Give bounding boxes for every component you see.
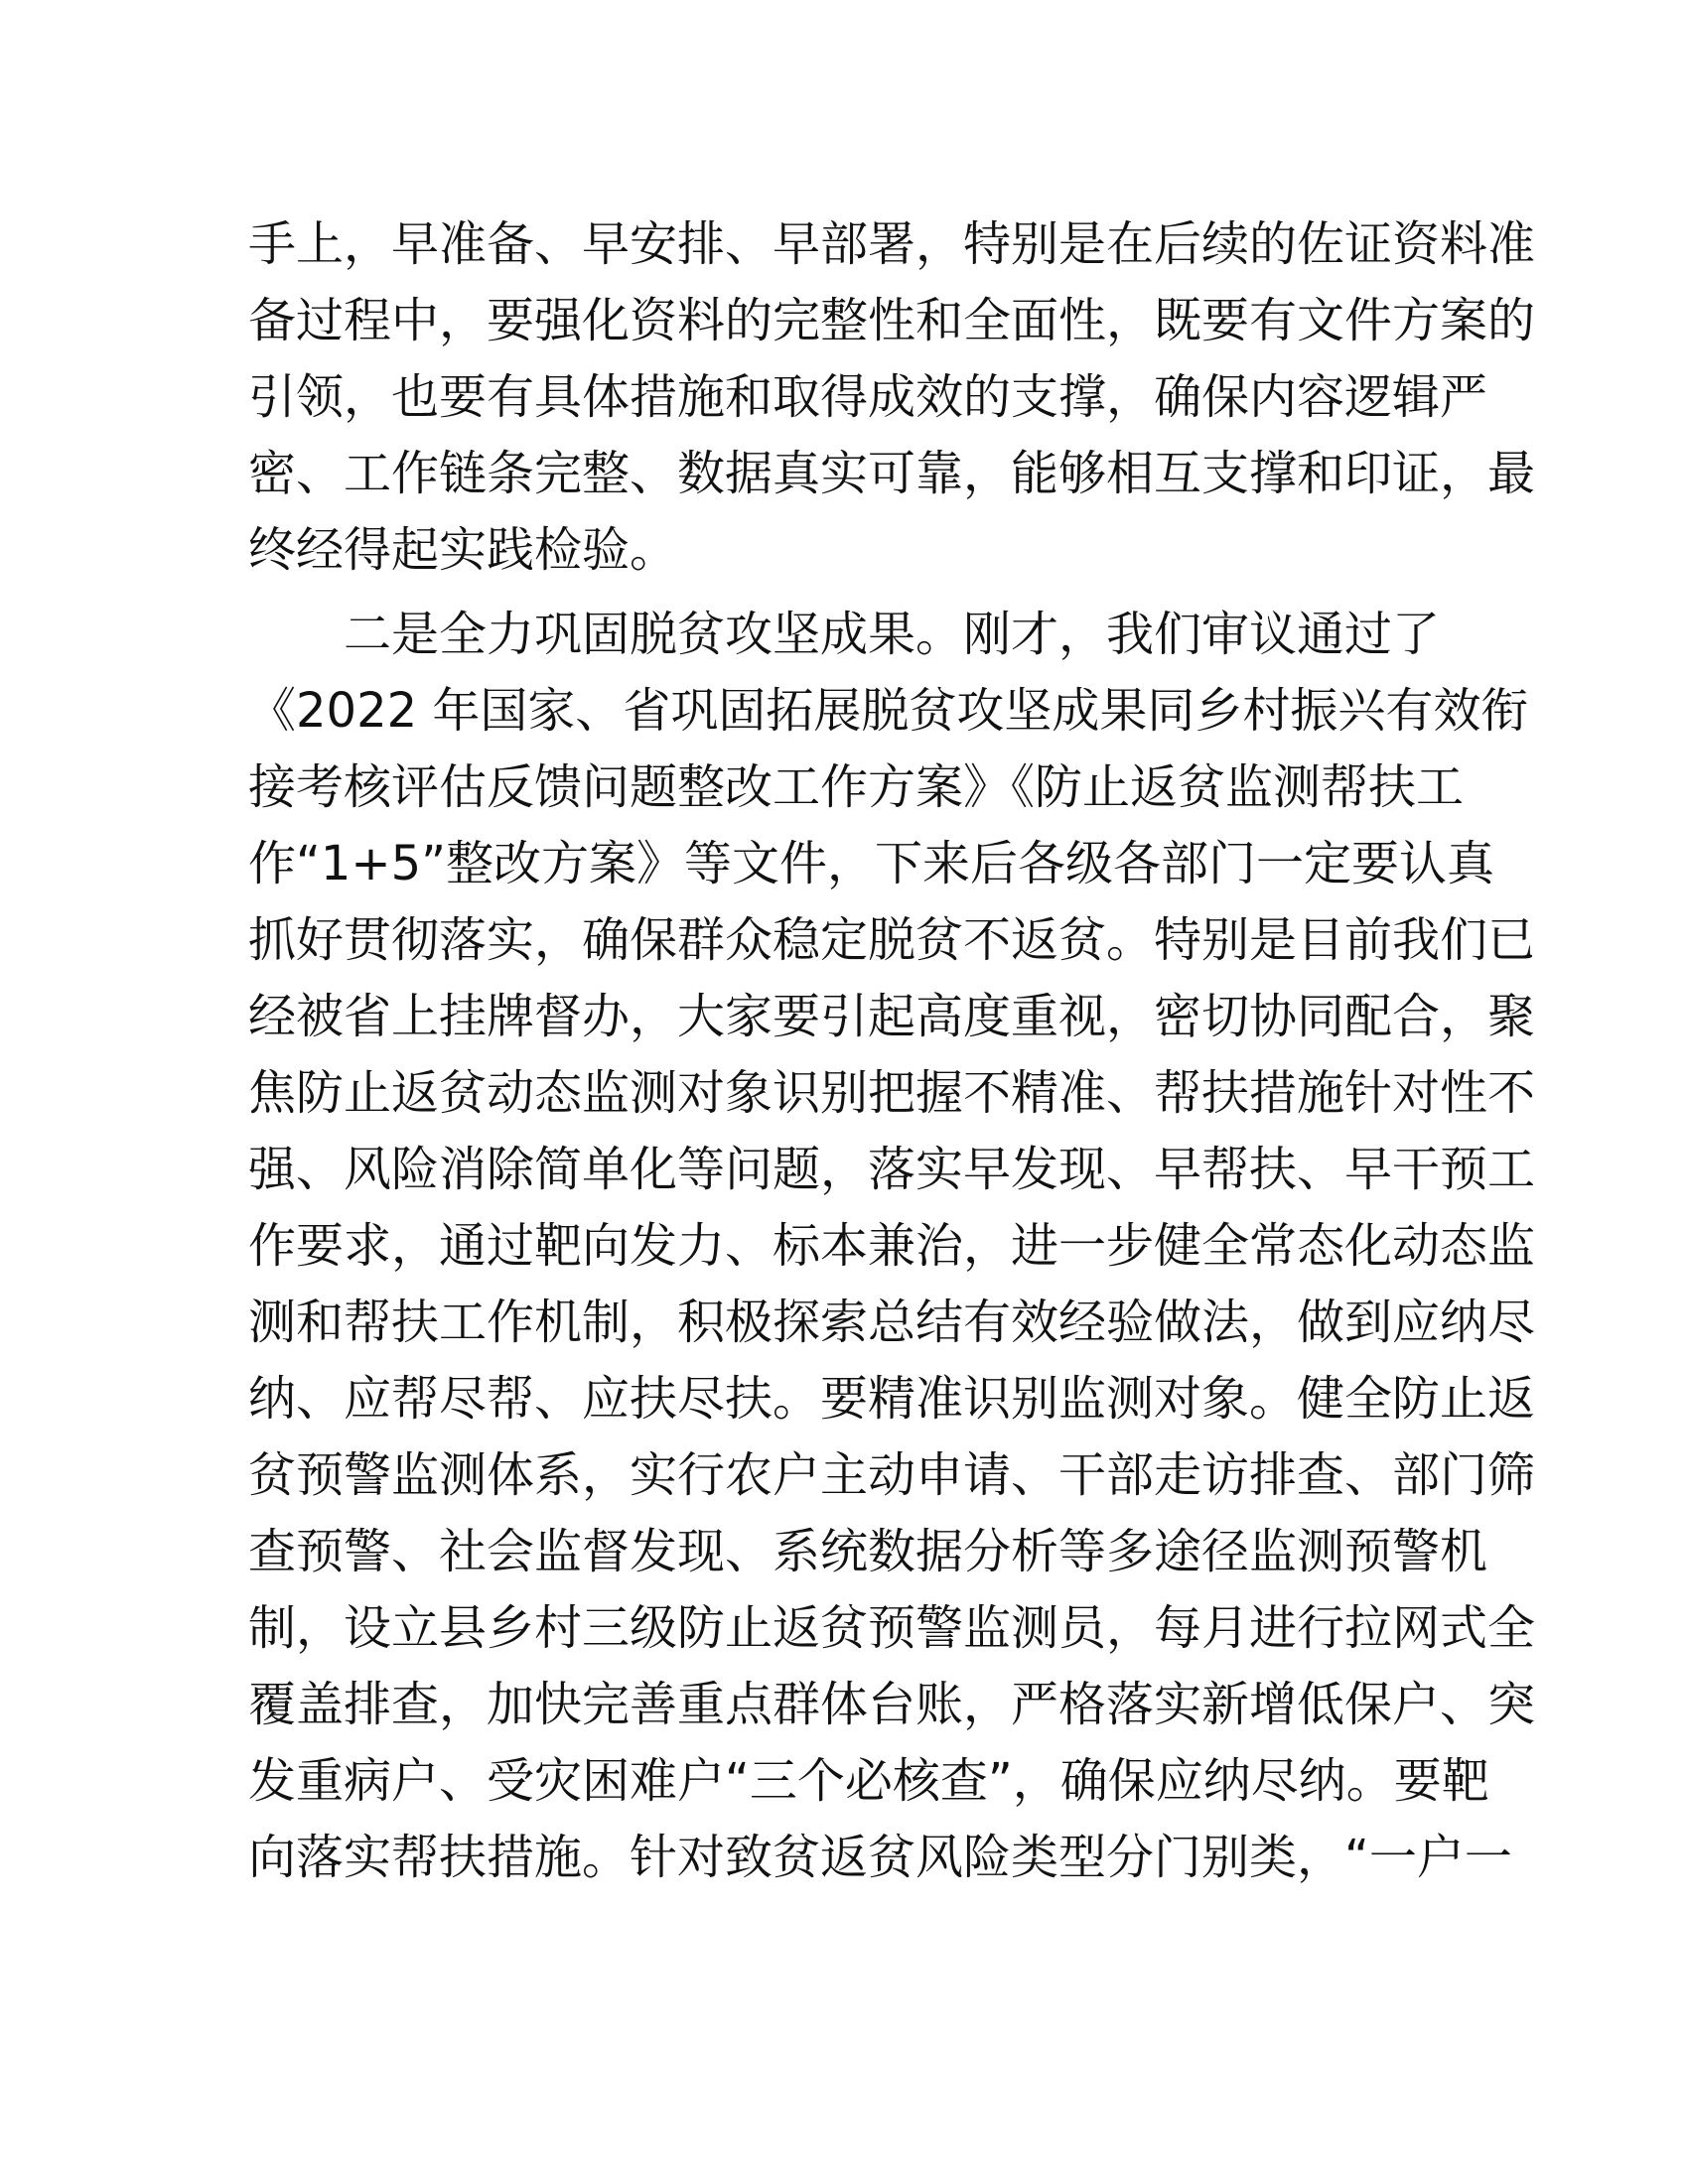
text-line: 焦防止返贫动态监测对象识别把握不精准、帮扶措施针对性不 [248,1065,1536,1121]
text-line: 测和帮扶工作机制，积极探索总结有效经验做法，做到应纳尽 [248,1295,1536,1350]
text-line: 手上，早准备、早安排、早部署，特别是在后续的佐证资料准 [248,216,1536,272]
text-line: 制，设立县乡村三级防止返贫预警监测员，每月进行拉网式全 [248,1600,1536,1656]
text-line: 纳、应帮尽帮、应扶尽扶。要精准识别监测对象。健全防止返 [248,1371,1536,1427]
text-line: 作“1+5”整改方案》等文件，下来后各级各部门一定要认真 [248,836,1495,891]
body-text [248,206,1536,1896]
text-line: 接考核评估反馈问题整改工作方案》《防止返贫监测帮扶工 [248,759,1465,815]
text-line: 抓好贯彻落实，确保群众稳定脱贫不返贫。特别是目前我们已 [248,912,1536,968]
text-line: 二是全力巩固脱贫攻坚成果。刚才，我们审议通过了 [248,607,1441,662]
text-line: 查预警、社会监督发现、系统数据分析等多途径监测预警机 [248,1524,1488,1579]
text-line: 终经得起实践检验。 [248,522,678,578]
text-line: 强、风险消除简单化等问题，落实早发现、早帮扶、早干预工 [248,1142,1536,1197]
text-line: 发重病户、受灾困难户“三个必核查”，确保应纳尽纳。要靶 [248,1753,1489,1809]
text-line: 向落实帮扶措施。针对致贫返贫风险类型分门别类，“一户一 [248,1830,1512,1885]
text-line: 引领，也要有具体措施和取得成效的支撑，确保内容逻辑严 [248,369,1488,425]
text-line: 密、工作链条完整、数据真实可靠，能够相互支撑和印证，最 [248,446,1536,501]
text-line: 《2022 年国家、省巩固拓展脱贫攻坚成果同乡村振兴有效衔 [248,683,1529,739]
text-line: 贫预警监测体系，实行农户主动申请、干部走访排查、部门筛 [248,1447,1536,1503]
text-line: 备过程中，要强化资料的完整性和全面性，既要有文件方案的 [248,293,1536,348]
text-line: 经被省上挂牌督办，大家要引起高度重视，密切协同配合，聚 [248,989,1536,1044]
text-line: 覆盖排查，加快完善重点群体台账，严格落实新增低保户、突 [248,1677,1536,1732]
text-line: 作要求，通过靶向发力、标本兼治，进一步健全常态化动态监 [248,1218,1536,1274]
